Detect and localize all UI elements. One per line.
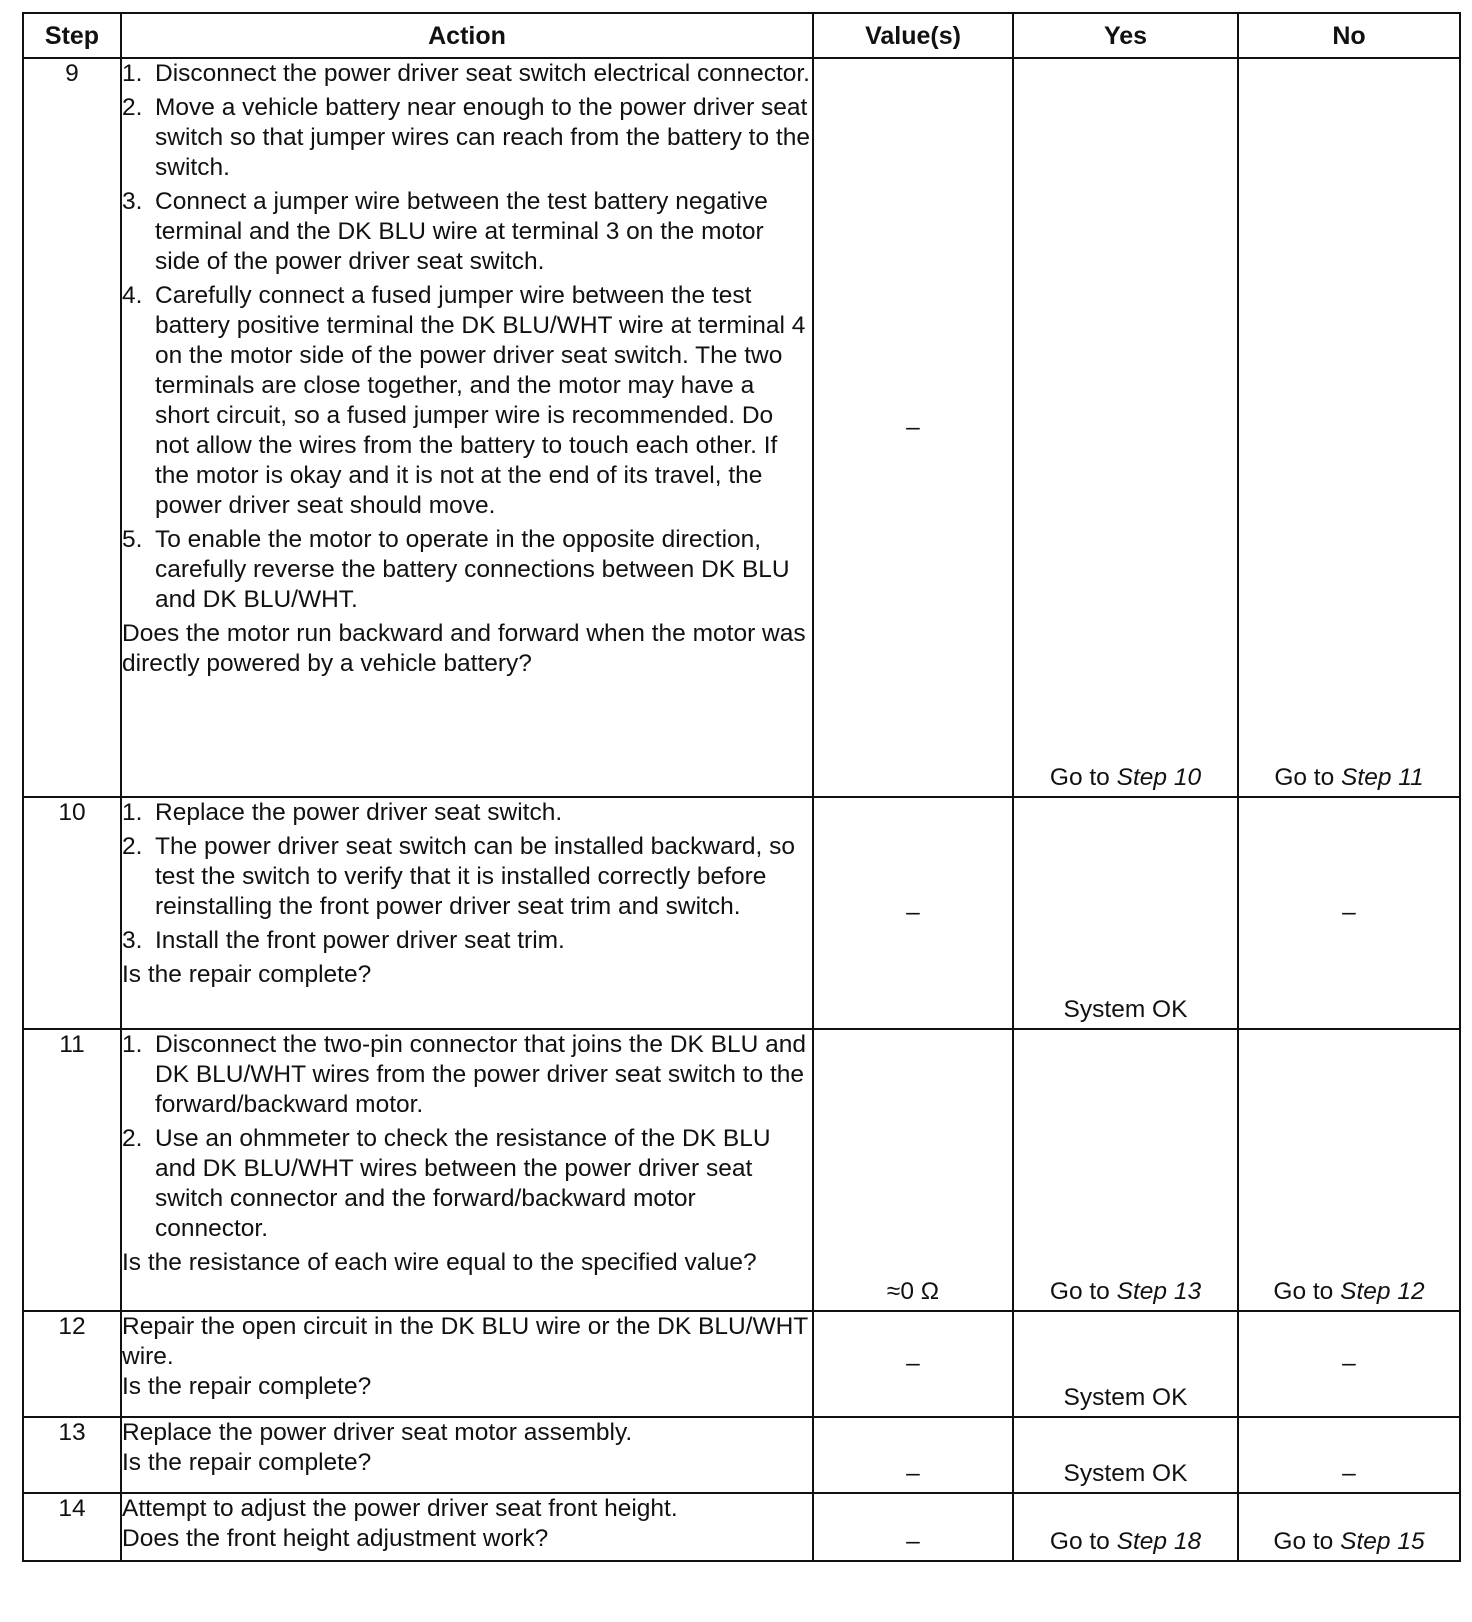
value-cell <box>813 1029 1013 1311</box>
yes-cell <box>1013 1493 1238 1561</box>
value-cell <box>813 58 1013 797</box>
item-number: 1. <box>122 799 143 826</box>
value-cell <box>813 1417 1013 1493</box>
table-row <box>23 797 1460 1029</box>
header-no: No <box>1238 13 1460 58</box>
goto-prefix: Go to <box>1049 764 1117 791</box>
step-ref-link[interactable]: Step 15 <box>1340 1528 1425 1555</box>
table-row <box>23 1417 1460 1493</box>
step-ref-link[interactable]: Step 10 <box>1116 764 1202 791</box>
item-number: 3. <box>122 927 143 954</box>
action-item <box>122 926 812 956</box>
item-number: 1. <box>122 60 143 87</box>
action-text: Attempt to adjust the power driver seat front height. <box>122 1495 678 1522</box>
action-text: Repair the open circuit in the DK BLU wire or the DK BLU/WHT wire. <box>122 1313 808 1370</box>
action-item <box>122 59 812 89</box>
action-item <box>122 1030 812 1120</box>
item-text: Connect a jumper wire between the test battery negative terminal and the DK BLU wire at terminal 3 on the motor side of the power driver seat switch. <box>155 188 768 275</box>
action-question: Is the repair complete? <box>122 1449 372 1476</box>
header-yes: Yes <box>1013 13 1238 58</box>
step-number: 14 <box>23 1493 121 1561</box>
table-row <box>23 1029 1460 1311</box>
yes-cell <box>1013 1029 1238 1311</box>
item-number: 5. <box>122 526 143 553</box>
item-number: 2. <box>122 833 143 860</box>
yes-text <box>1014 763 1237 793</box>
action-item <box>122 798 812 828</box>
item-number: 2. <box>122 94 143 121</box>
goto-prefix: Go to <box>1273 1528 1341 1555</box>
action-item <box>122 281 812 521</box>
action-question: Is the resistance of each wire equal to the specified value? <box>122 1249 757 1276</box>
yes-cell <box>1013 1417 1238 1493</box>
item-number: 1. <box>122 1031 143 1058</box>
action-cell <box>121 1417 813 1493</box>
yes-text: System OK <box>1063 1460 1188 1487</box>
step-number: 11 <box>23 1029 121 1311</box>
action-item <box>122 1124 812 1244</box>
item-text: The power driver seat switch can be installed backward, so test the switch to verify that it is installed correctly before reinstalling the front power driver seat trim and switch. <box>155 833 796 920</box>
item-number: 3. <box>122 188 143 215</box>
action-item <box>122 93 812 183</box>
table-row <box>23 58 1460 797</box>
value-cell <box>813 1493 1013 1561</box>
item-text: Disconnect the two-pin connector that joins the DK BLU and DK BLU/WHT wires from the power driver seat switch to the forward/backward motor. <box>155 1031 806 1118</box>
no-cell <box>1238 1029 1460 1311</box>
table-row <box>23 1493 1460 1561</box>
item-text: Carefully connect a fused jumper wire between the test battery positive terminal the DK BLU/WHT wire at terminal 4 on the motor side of the power driver seat switch. The two terminals are close together, and the motor may have a short circuit, so a fused jumper wire is recommended. Do not allow the wires from the battery to touch each other. If the motor is okay and it is not at the end of its travel, the power driver seat should move. <box>155 282 806 519</box>
header-action: Action <box>121 13 813 58</box>
no-cell <box>1238 1493 1460 1561</box>
action-steps <box>122 59 812 615</box>
action-cell <box>121 797 813 1029</box>
goto-prefix: Go to <box>1273 1278 1341 1305</box>
action-cell <box>121 58 813 797</box>
goto-prefix: Go to <box>1049 1528 1117 1555</box>
step-number: 9 <box>23 58 121 797</box>
action-cell <box>121 1493 813 1561</box>
header-row <box>23 13 1460 58</box>
value-text: – <box>906 899 920 926</box>
value-text: – <box>906 1460 920 1487</box>
value-text: ≈0 Ω <box>886 1278 940 1305</box>
action-item <box>122 187 812 277</box>
step-number: 10 <box>23 797 121 1029</box>
step-number: 12 <box>23 1311 121 1417</box>
yes-text <box>1014 1527 1237 1557</box>
goto-prefix: Go to <box>1274 764 1342 791</box>
no-cell <box>1238 58 1460 797</box>
diagnostic-table <box>22 12 1461 1562</box>
yes-text <box>1014 1277 1237 1307</box>
goto-prefix: Go to <box>1049 1278 1117 1305</box>
item-text: Disconnect the power driver seat switch electrical connector. <box>155 60 810 87</box>
item-text: Use an ohmmeter to check the resistance of the DK BLU and DK BLU/WHT wires between the power driver seat switch connector and the forward/backward motor connector. <box>155 1125 771 1242</box>
action-question: Does the motor run backward and forward when the motor was directly powered by a vehicle battery? <box>122 620 806 677</box>
action-steps <box>122 1030 812 1244</box>
no-text <box>1239 1527 1459 1557</box>
step-ref-link[interactable]: Step 13 <box>1116 1278 1202 1305</box>
yes-cell <box>1013 1311 1238 1417</box>
no-cell <box>1238 1311 1460 1417</box>
item-number: 4. <box>122 282 143 309</box>
no-cell <box>1238 1417 1460 1493</box>
value-cell <box>813 1311 1013 1417</box>
value-text: – <box>906 413 920 441</box>
action-question: Does the front height adjustment work? <box>122 1525 549 1552</box>
item-text: To enable the motor to operate in the opposite direction, carefully reverse the battery connections between DK BLU and DK BLU/WHT. <box>155 526 790 613</box>
value-cell <box>813 797 1013 1029</box>
step-ref-link[interactable]: Step 12 <box>1340 1278 1425 1305</box>
yes-text: System OK <box>1063 1384 1188 1411</box>
step-number: 13 <box>23 1417 121 1493</box>
step-ref-link[interactable]: Step 11 <box>1341 764 1424 791</box>
action-text: Replace the power driver seat motor assembly. <box>122 1419 633 1446</box>
item-number: 2. <box>122 1125 143 1152</box>
action-steps <box>122 798 812 956</box>
step-ref-link[interactable]: Step 18 <box>1116 1528 1202 1555</box>
header-values: Value(s) <box>813 13 1013 58</box>
no-text: – <box>1342 899 1356 926</box>
no-text <box>1239 763 1459 793</box>
item-text: Install the front power driver seat trim. <box>155 927 565 954</box>
action-question: Is the repair complete? <box>122 961 372 988</box>
value-text: – <box>906 1528 920 1555</box>
no-text: – <box>1342 1460 1356 1487</box>
table-row <box>23 1311 1460 1417</box>
item-text: Replace the power driver seat switch. <box>155 799 563 826</box>
action-cell <box>121 1311 813 1417</box>
yes-text: System OK <box>1063 996 1188 1023</box>
yes-cell <box>1013 797 1238 1029</box>
value-text: – <box>906 1350 920 1377</box>
action-question: Is the repair complete? <box>122 1373 372 1400</box>
no-text: – <box>1342 1350 1356 1377</box>
yes-cell <box>1013 58 1238 797</box>
item-text: Move a vehicle battery near enough to the power driver seat switch so that jumper wires can reach from the battery to the switch. <box>155 94 810 181</box>
no-cell <box>1238 797 1460 1029</box>
action-cell <box>121 1029 813 1311</box>
action-item <box>122 832 812 922</box>
action-item <box>122 525 812 615</box>
no-text <box>1239 1277 1459 1307</box>
header-step: Step <box>23 13 121 58</box>
